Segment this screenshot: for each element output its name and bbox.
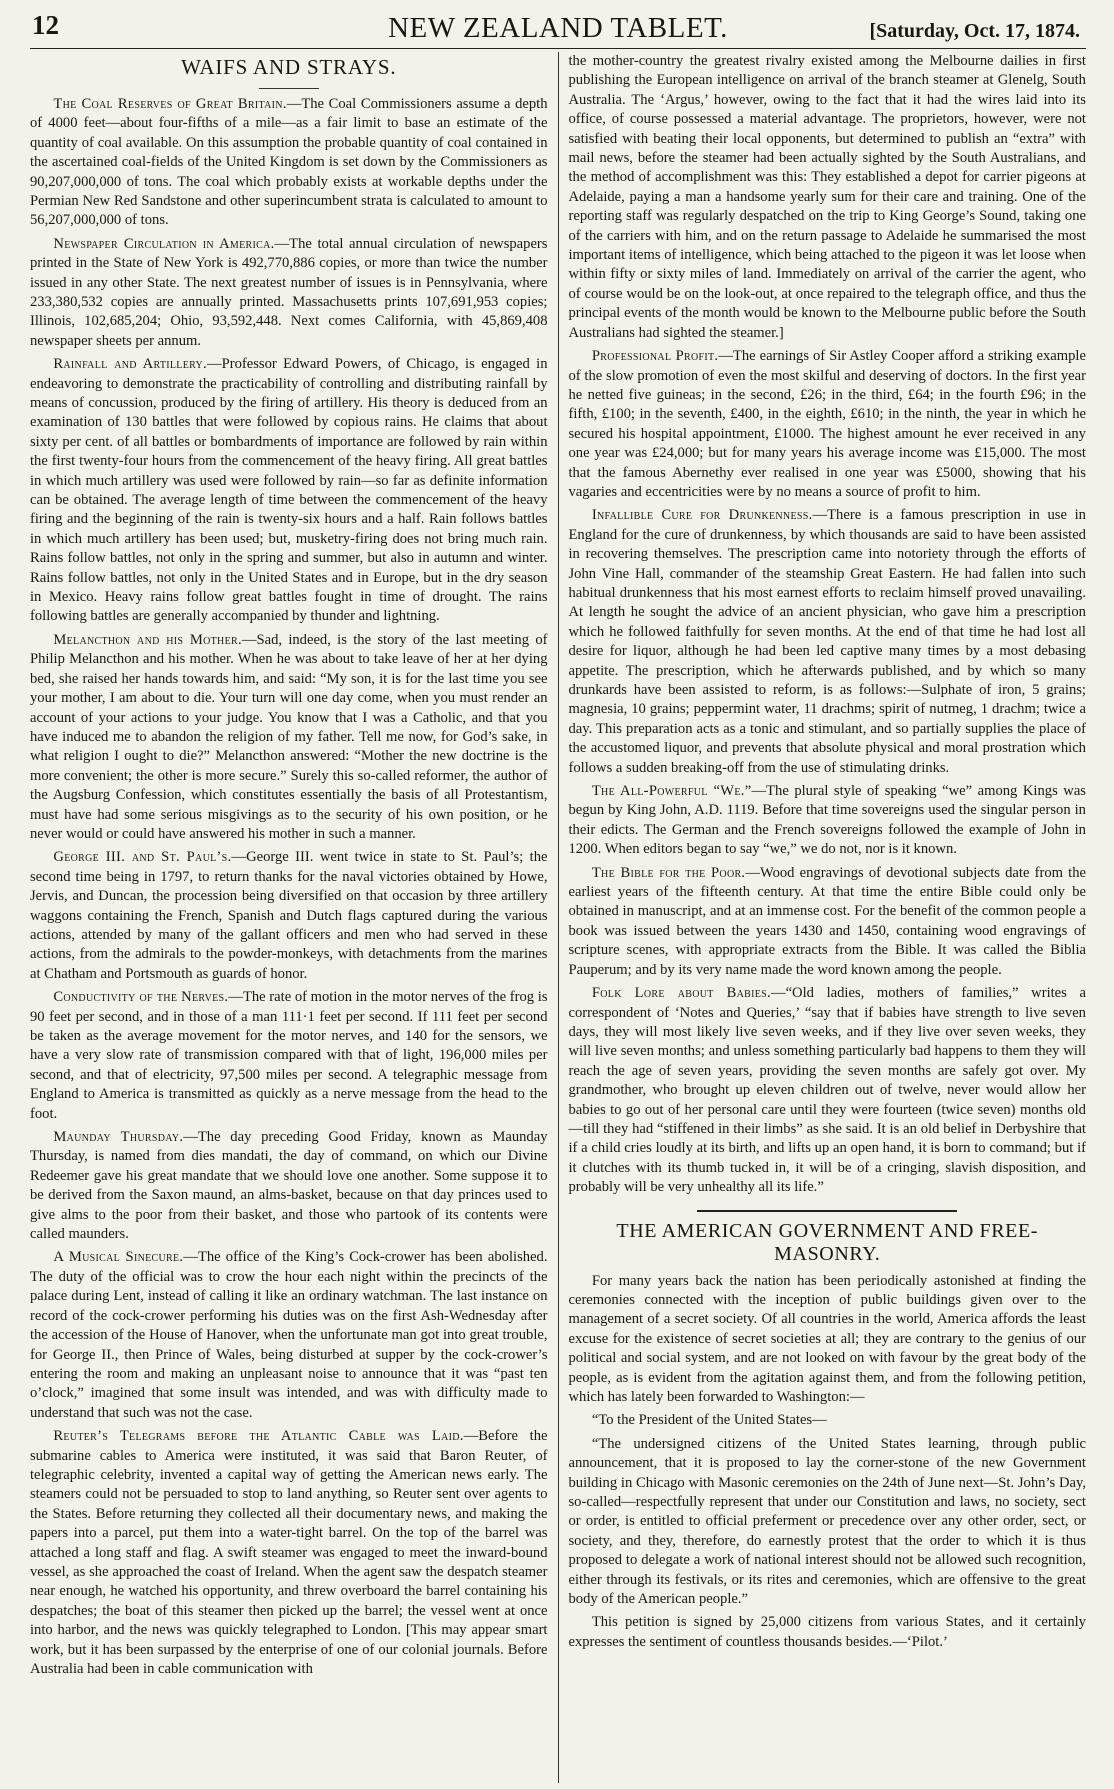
- item-heading: Folk Lore about Babies.: [591, 985, 771, 1002]
- item-heading: Newspaper Circulation in America.: [53, 235, 275, 252]
- item-body: —The Coal Commissioners assume a depth of 4000 feet—about four-fifths of a mile—as a fair limit to base an estimate of the quantity of coal available. On this assumption the probable quantity of coal contained in the ascertained coal-fields of the United Kingdom is set down by the Commissioners as 90,207,000,000 of tons. The coal which probably exists at workable depths under the Permian New Red Sandstone and other superincumbent strata is calculated to amount to 56,207,000,000 of tons.: [30, 95, 548, 229]
- news-item: [568, 782, 1086, 860]
- page-number: 12: [32, 10, 59, 40]
- newspaper-title: NEW ZEALAND TABLET.: [388, 12, 728, 44]
- news-item: [30, 1427, 548, 1679]
- article-title: THE AMERICAN GOVERNMENT AND FREE-MASONRY.: [616, 1219, 1039, 1265]
- item-body: —“Old ladies, mothers of families,” writes a correspondent of ‘Notes and Queries,’ “say that if babies have strength to live seven days, they will most likely live seven weeks, and if they live over seven weeks, they will live seven months; and unless something particularly bad happens to them they will reach the age of seven years, providing the seven months are safely got over. My grandmother, who brought up eleven children out of twelve, never would allow her babies to go out of her personal care until they were fourteen (twice seven) months old—till they had “stiffened in their limbs” as she said. It is an old belief in Derbyshire that if a child cries loudly at its birth, and lifts up an open hand, it is born to command; but if it clutches with its thumb tucked in, it will be of a cringing, slavish disposition, and probably will be very unhealthy all its life.”: [568, 985, 1086, 1196]
- item-heading: Conductivity of the Nerves.: [53, 989, 229, 1006]
- news-item: [30, 355, 548, 627]
- item-body: —Before the submarine cables to America were instituted, it was said that Baron Reuter, of telegraphic celebrity, invented a capital way of getting the American news early. The steamers could not be persuaded to stop to land anything, so Reuter sent over agents to the States. Before returning they collected all their documentary news, and making the papers into a parcel, put them into a water-tight barrel. On the top of the barrel was attached a long staff and flag. A swift steamer was engaged to meet the inward-bound vessel, as she approached the coast of Ireland. When the agent saw the despatch steamer near enough, he watched his opportunity, and threw overboard the barrel containing his despatches; the boat of this steamer then picked up the barrel; the vessel went at once into harbor, and the news was quickly telegraphed to London. [This may appear smart work, but it has been surpassed by the enterprise of one of our colonial journals. Before Australia had been in cable communication with: [30, 1428, 548, 1678]
- section-rule: [259, 88, 319, 89]
- article-rule: [697, 1210, 957, 1212]
- article-paragraph: This petition is signed by 25,000 citizens from various States, and it certainly expresses the sentiment of countless thousands besides.—‘Pilot.’: [568, 1614, 1086, 1650]
- news-item: [568, 984, 1086, 1197]
- article-paragraph: “The undersigned citizens of the United States learning, through public announcement, that it is proposed to lay the corner-stone of the new Government building in Chicago with Masonic ceremonies on the 24th of June next—St. John’s Day, so-called—respectfully represent that under our Constitution and laws, no society, sect or order, is entitled to official preferment or precedence over any other order, sect, or society, and they, therefore, do earnestly protest that the order to which it is thus proposed to delegate a work of national interest should not be allowed such recognition, either through its festivals, or its rites and ceremonies, which are offensive to the great body of the American people.”: [568, 1435, 1086, 1608]
- item-heading: A Musical Sinecure.: [53, 1249, 184, 1266]
- news-item: [30, 1128, 548, 1244]
- item-heading: The Coal Reserves of Great Britain.: [53, 95, 287, 112]
- item-body: —George III. went twice in state to St. Paul’s; the second time being in 1797, to return thanks for the naval victories obtained by Howe, Jervis, and Duncan, the procession being diversified on that occasion by three artillery waggons containing the French, Spanish and Dutch flags captured during the various actions, attended by many of the gallant officers and men who had served in these actions, from the admirals to the powder-monkeys, with detachments from the marines at Chatham and Portsmouth as guards of honor.: [30, 849, 548, 982]
- item-body: —The earnings of Sir Astley Cooper afford a striking example of the slow promotion of even the most skilful and deserving of doctors. In the first year he netted five guineas; in the second, £26; in the third, £64; in the fourth £96; in the fifth, £100; in the seventh, £400, in the eighth, £610; in the ninth, the year in which he secured his hospital appointment, £1000. The highest amount he ever received in any one year was £24,000; but for many years his average income was £15,000. The most that the famous Abernethy ever realised in one year was £5000, showing that his vagaries and eccentricities were by no means a source of profit to him.: [568, 348, 1086, 500]
- left-column: [30, 52, 558, 1783]
- news-item: [30, 988, 548, 1124]
- item-body: —Wood engravings of devotional subjects date from the earliest years of the fifteenth century. At that time the entire Bible could only be obtained in manuscript, and at an immense cost. For the benefit of the common people a book was issued between the years 1430 and 1450, containing wood engravings of scripture scenes, with appropriate extracts from the Bible. It was called the Biblia Pauperum; and by its very name made the word known among the people.: [568, 864, 1086, 978]
- news-item: [30, 1248, 548, 1423]
- article-paragraph: “To the President of the United States—: [591, 1412, 827, 1429]
- item-body: —The day preceding Good Friday, known as Maunday Thursday, is named from dies mandati, the day of command, on which our Divine Redeemer gave his great mandate that we should love one another. Some suppose it to be derived from the Saxon maund, an alms-basket, because on that day princes used to give alms to the poor from their basket, and those who partook of its contents were called maunders.: [30, 1129, 548, 1243]
- item-body: —Professor Edward Powers, of Chicago, is engaged in endeavoring to demonstrate the practicability of controlling and distributing rainfall by means of concussion, produced by the firing of artillery. His theory is deduced from an examination of 130 battles that were followed by copious rains. He claims that about sixty per cent. of all battles or bombardments of importance are followed by rain within the first twenty-four hours from the commencement of the heavy firing. All great battles in which much artillery was used were followed by rain—so far as definite information can be obtained. The average length of time between the commencement of the heavy firing and the beginning of the rain is twenty-six hours and a half. Rain follows battles in which much artillery has been used; but, musketry-firing does not bring much rain. Rains follow battles, not only in the spring and summer, but also in autumn and winter. Rains follow battles, not only in the United States and in Europe, but in the dry season in Mexico. Heavy rains follow great battles fought in time of drought. The rains following battles are generally accompanied by thunder and lightning.: [30, 356, 548, 625]
- item-body: —Sad, indeed, is the story of the last meeting of Philip Melancthon and his mother. When he was about to take leave of her at her dying bed, she raised her hands towards him, and said: “My son, it is for the last time you see your mother, I am about to die. Your turn will one day come, when you must render an account of your actions to your judge. You know that I was a Catholic, and that you have induced me to abandon the religion of my father. Tell me now, for God’s sake, in what religion I ought to die?” Melancthon answered: “Mother the new doctrine is the more convenient; the other is more secure.” Surely this so-called reformer, the author of the Augsburg Confession, which constitutes essentially the basis of all Protestantism, must have had some serious misgivings as to the security of his own position, or he never would or could have answered his mother in such a manner.: [30, 631, 548, 842]
- right-column: [558, 52, 1086, 1783]
- columns: [30, 52, 1086, 1783]
- item-heading: Maunday Thursday.: [53, 1129, 184, 1146]
- item-heading: George III. and St. Paul’s.: [53, 849, 232, 866]
- item-heading: Melancthon and his Mother.: [53, 631, 242, 648]
- news-item: [568, 506, 1086, 778]
- news-item: [568, 347, 1086, 502]
- news-item: [30, 235, 548, 351]
- masthead: [30, 8, 1086, 49]
- item-heading: Reuter’s Telegrams before the Atlantic Cable was Laid.: [53, 1428, 464, 1445]
- news-item: [30, 631, 548, 844]
- item-heading: Infallible Cure for Drunkenness.: [591, 507, 813, 524]
- item-body: —There is a famous prescription in use in England for the cure of drunkenness, by which thousands are said to have been assisted in recovering themselves. The prescription came into notoriety through the efforts of John Vine Hall, commander of the steamship Great Eastern. He had fallen into such habitual drunkenness that his most earnest efforts to reclaim himself proved unavailing. At length he sought the advice of an ancient physician, who gave him a prescription which he followed faithfully for seven months. At the end of that time he had lost all desire for liquor, although he had been led captive many times by a most debasing appetite. The prescription, which he afterwards published, and by which so many drunkards have been assisted to reform, is as follows:—Sulphate of iron, 5 grains; magnesia, 10 grains; peppermint water, 11 drachms; spirit of nutmeg, 1 drachm; twice a day. This preparation acts as a tonic and stimulant, and so partially supplies the place of the accustomed liquor, and prevents that absolute physical and moral prostration which follows a sudden breaking-off from the use of stimulating drinks.: [568, 507, 1086, 776]
- continued-text: the mother-country the greatest rivalry existed among the Melbourne dailies in first publishing the European intelligence on arrival of the branch steamer at Glenelg, South Australia. The ‘Argus,’ however, owing to the fact that it had the wires laid into its office, of course possessed a material advantage. The proprietors, however, were not satisfied with beating their local opponents, but determined to publish an “extra” with mail news, before the steamer had been actually sighted by the South Australians, and the method of accomplishment was this: They established a depot for carrier pigeons at Adelaide, paying a man a handsome yearly sum for their care and training. One of the reporting staff was regularly despatched on the trip to King George’s Sound, taking one of the carriers with him, and on the return passage to Adelaide he summarised the most important items of intelligence, which being attached to the pigeon it was let loose when within fifty or sixty miles of land. Immediately on arrival of the carrier the agent, who of course would be on the look-out, at once repaired to the telegraph office, and thus the principal events of the month would be known to the Melbourne public before the South Australians had sighted the steamer.]: [568, 53, 1086, 341]
- news-item: [30, 848, 548, 984]
- issue-date: [Saturday, Oct. 17, 1874.: [869, 20, 1080, 42]
- section-title: WAIFS AND STRAYS.: [181, 55, 397, 79]
- item-heading: Professional Profit.: [591, 348, 719, 365]
- news-item: [568, 864, 1086, 980]
- item-heading: The All-Powerful “We.”: [591, 783, 752, 800]
- news-item: [30, 95, 548, 231]
- item-body: —The rate of motion in the motor nerves of the frog is 90 feet per second, and in those of a man 111·1 feet per second. If 111 feet per second be taken as the average movement for the motor nerves, and 140 for the sensors, we have a very slow rate of transmission compared with that of light, 196,000 miles per second, and that of electricity, 97,500 miles per second. A telegraphic message from England to America is transmitted as quickly as a nerve message from the head to the foot.: [30, 989, 548, 1122]
- item-heading: The Bible for the Poor.: [591, 864, 746, 881]
- article-paragraph: For many years back the nation has been periodically astonished at finding the ceremonies connected with the inception of public buildings given over to the management of a secret society. Of all countries in the world, America affords the least excuse for the existence of secret societies at all; they are contrary to the genius of our political and social system, and are not looked on with favour by the great body of the people, as is evident from the agitation against them, and from the following petition, which has lately been forwarded to Washington:—: [568, 1272, 1086, 1405]
- item-body: —The office of the King’s Cock-crower has been abolished. The duty of the official was to crow the hour each night within the precincts of the palace during Lent, instead of calling it like an ordinary watchman. The last instance on record of the cock-crower performing his duties was on the first Ash-Wednesday after the accession of the House of Hanover, when the unfortunate man got into great trouble, for George II., then Prince of Wales, being disturbed at supper by the cock-crower’s entering the room and making an unpleasant noise to announce that it was “past ten o’clock,” imagined that some insult was intended, and was with difficulty made to understand that such was not the case.: [30, 1249, 548, 1421]
- item-body: —The total annual circulation of newspapers printed in the State of New York is 492,770,886 copies, or more than twice the number issued in any other State. The next greatest number of issues is in Pennsylvania, where 233,380,532 copies are annually printed. Massachusetts prints 107,691,953 copies; Illinois, 102,685,204; Ohio, 93,592,448. Next comes California, with 45,869,408 newspaper sheets per annum.: [30, 235, 548, 349]
- item-heading: Rainfall and Artillery.: [53, 356, 207, 373]
- item-body: —The plural style of speaking “we” among Kings was begun by King John, A.D. 1119. Before that time sovereigns used the singular person in their edicts. The German and the French sovereigns followed the example of John in 1200. When editors began to say “we,” we do not, nor is it known.: [568, 783, 1086, 858]
